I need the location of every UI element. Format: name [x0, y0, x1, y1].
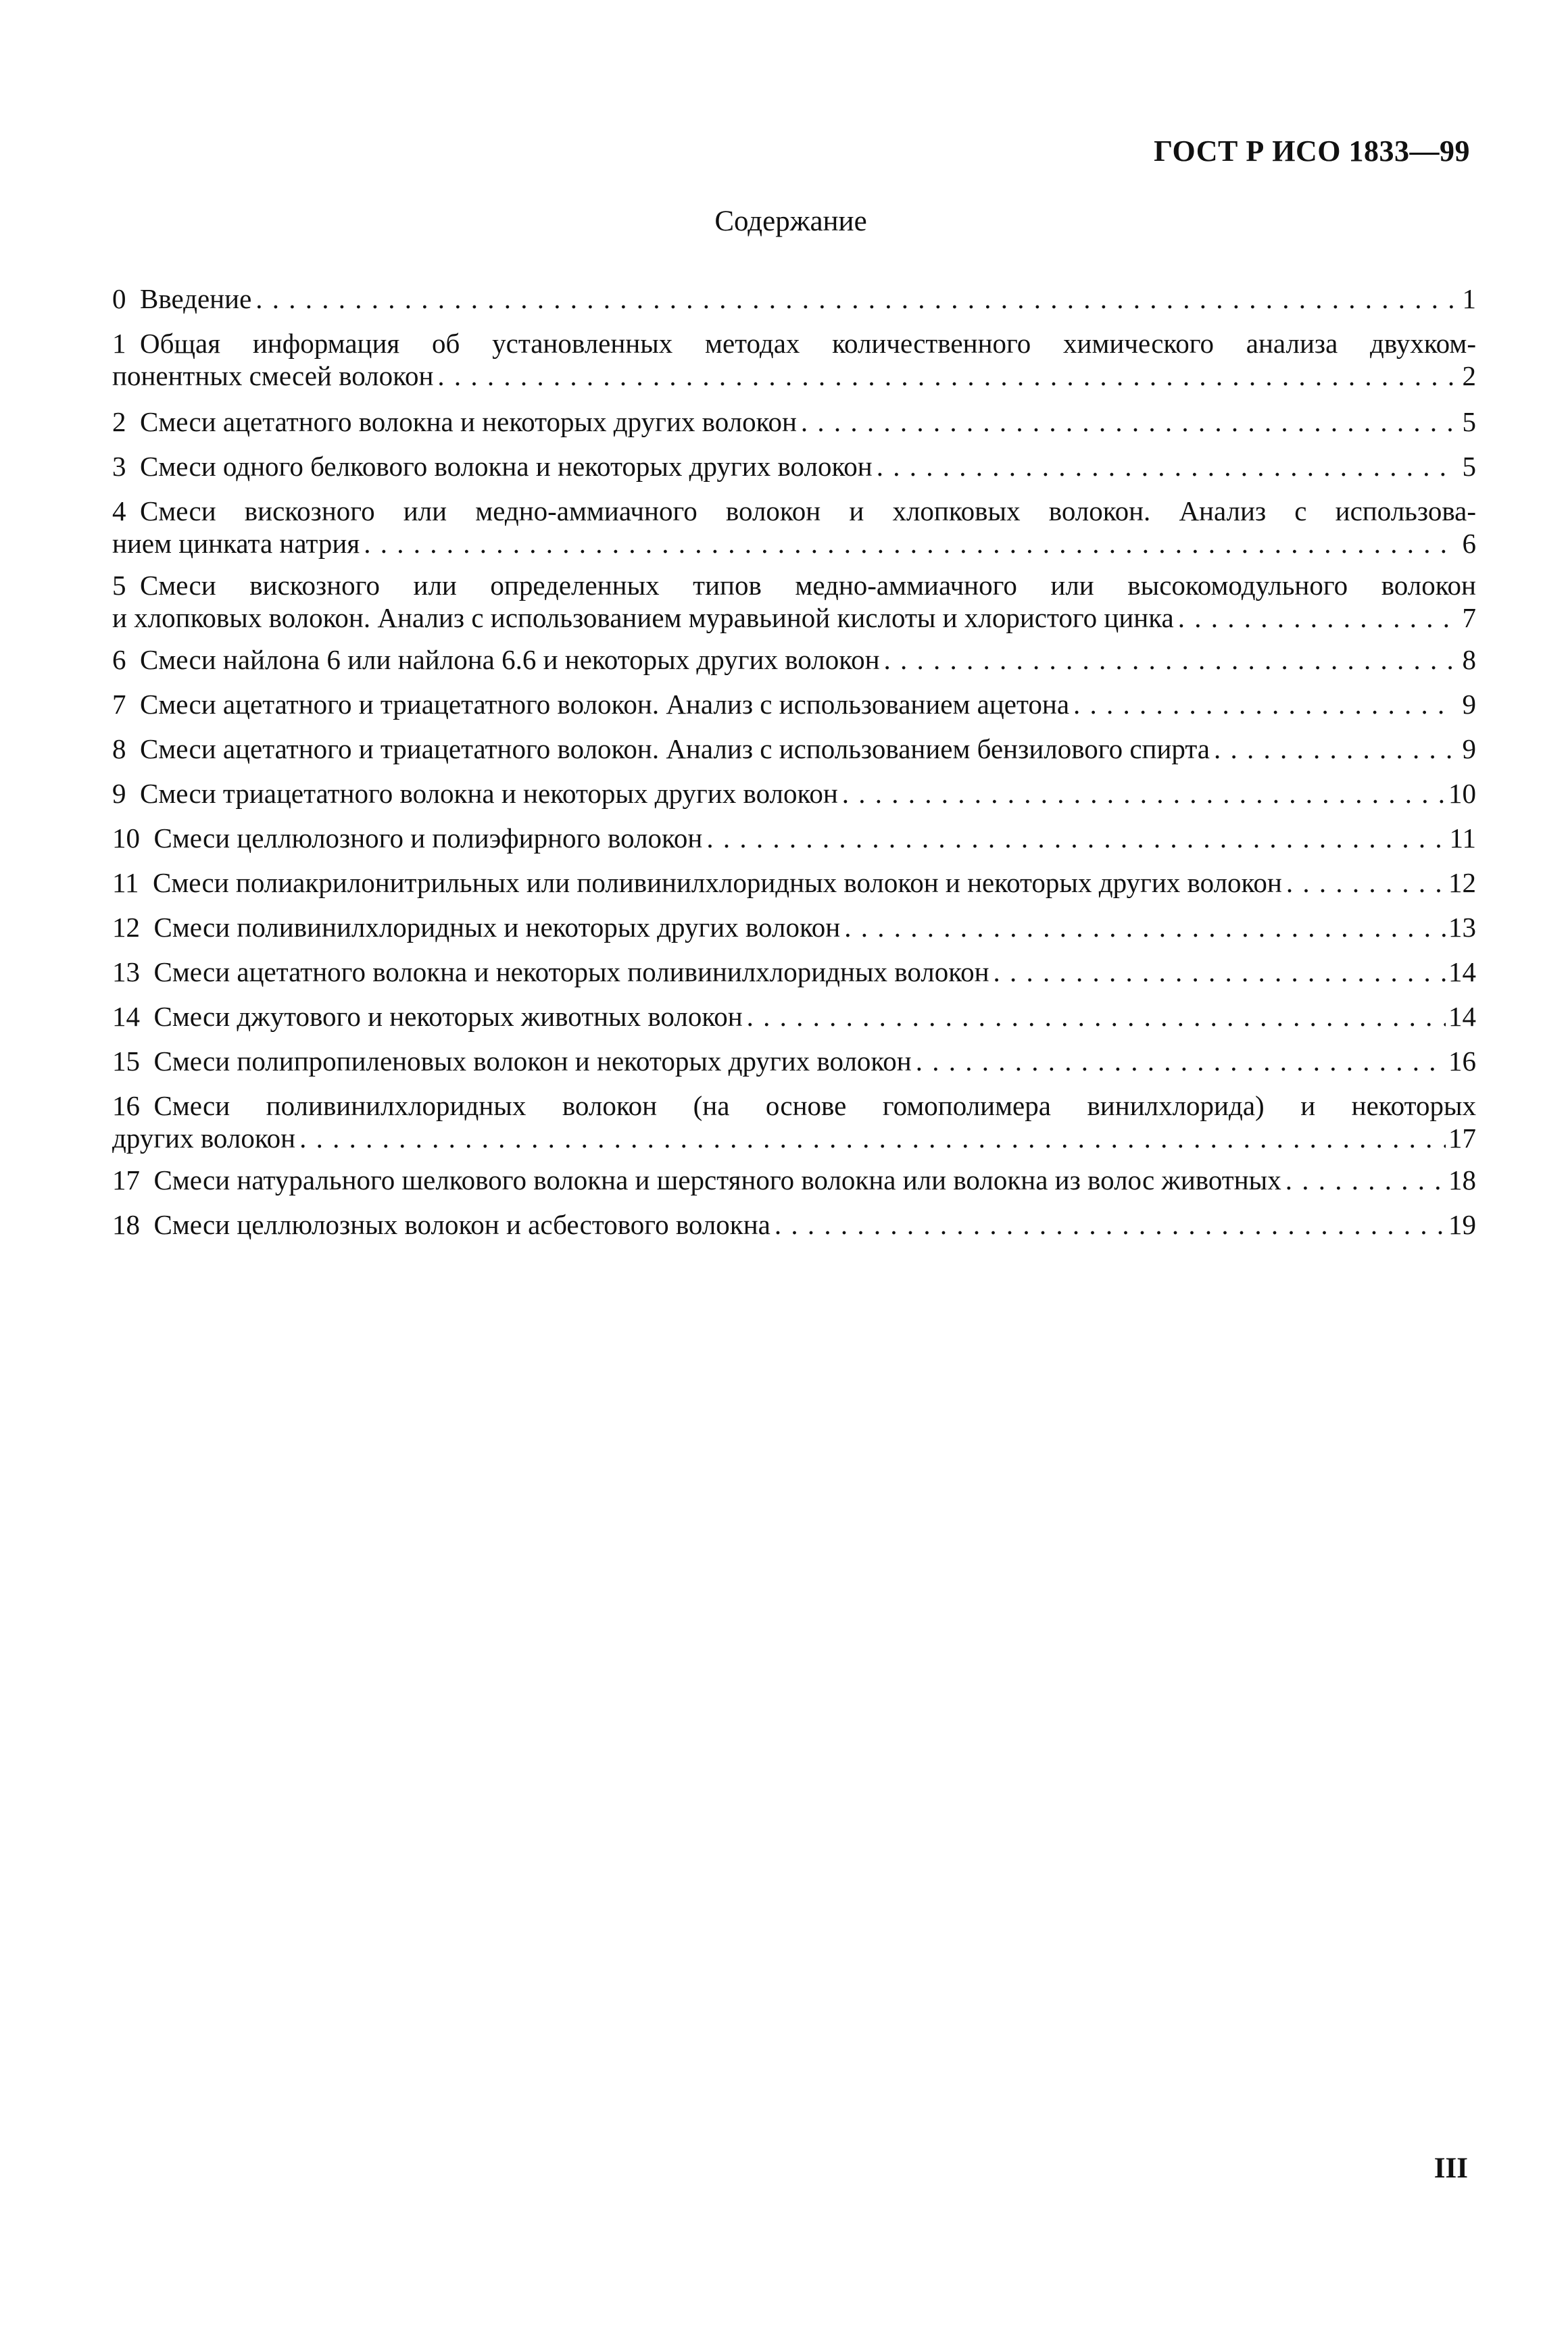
toc-entry-page: 14: [1448, 1001, 1476, 1032]
toc-entry[interactable]: [112, 495, 1476, 560]
toc-entry-page: 7: [1462, 602, 1476, 633]
toc-entry-number: 18: [112, 1209, 140, 1240]
toc-entry-title: [112, 956, 989, 988]
toc-entry-title-line: [112, 495, 1476, 527]
toc-entry[interactable]: [112, 911, 1476, 943]
toc-entry-page: 9: [1462, 733, 1476, 764]
toc-entry-title-text: Смеси триацетатного волокна и некоторых других волокон: [140, 778, 838, 809]
toc-entry[interactable]: [112, 822, 1476, 854]
toc-entry-page: 17: [1448, 1123, 1476, 1154]
toc-entry-title-text: Смеси джутового и некоторых животных волокон: [153, 1001, 743, 1032]
toc-entry-title-text: Введение: [140, 283, 252, 314]
toc-entry-page: 8: [1462, 644, 1476, 675]
toc-entry[interactable]: [112, 1089, 1476, 1154]
toc-entry-page: 18: [1448, 1164, 1476, 1196]
toc-entry-title: Общая информация об установленных методах количественного химического анализа двухком-: [140, 328, 1476, 359]
document-code: ГОСТ Р ИСО 1833—99: [1154, 134, 1470, 168]
toc-entry-title: и хлопковых волокон. Анализ с использованием муравьиной кислоты и хлористого цинка: [112, 602, 1174, 633]
toc-entry-title-text: Смеси натурального шелкового волокна и шерстяного волокна или волокна из волос животных: [153, 1164, 1281, 1196]
toc-entry-number: 7: [112, 689, 126, 720]
toc-entry-title-text: Смеси ацетатного волокна и некоторых других волокон: [140, 406, 797, 437]
toc-entry[interactable]: [112, 1164, 1476, 1196]
toc-entry-title: [112, 822, 702, 854]
toc-entry-page: 10: [1448, 778, 1476, 809]
leader-dots: [1285, 1164, 1446, 1196]
toc-title: Содержание: [714, 205, 867, 237]
toc-entry-page: 2: [1462, 360, 1476, 391]
toc-entry[interactable]: [112, 733, 1476, 765]
toc-entry-title-text: Смеси ацетатного и триацетатного волокон. Анализ с использованием бензилового спирта: [140, 733, 1210, 764]
toc-entry-title-line: [112, 327, 1476, 360]
toc-entry[interactable]: [112, 777, 1476, 810]
toc-entry-number: 17: [112, 1164, 140, 1196]
toc-entry-number: 4: [112, 495, 126, 526]
toc-entry-title: [112, 1045, 912, 1077]
toc-entry-title-text: Смеси ацетатного волокна и некоторых поливинилхлоридных волокон: [153, 956, 989, 987]
toc-entry-title: Смеси вискозного или определенных типов медно-аммиачного или высокомодульного волокон: [140, 570, 1476, 601]
toc-entry-page: 5: [1462, 451, 1476, 482]
toc-entry-title-text: Смеси целлюлозных волокон и асбестового волокна: [153, 1209, 770, 1240]
toc-entry[interactable]: [112, 688, 1476, 720]
toc-entry-title: [112, 688, 1069, 720]
leader-dots: [437, 360, 1453, 392]
page-number: III: [1434, 2152, 1468, 2184]
toc-entry-number: 13: [112, 956, 140, 987]
toc-entry-number: 3: [112, 451, 126, 482]
toc-entry-number: 0: [112, 283, 126, 314]
leader-dots: [844, 911, 1446, 943]
toc-entry-title: [112, 866, 1282, 899]
toc-entry-title: других волокон: [112, 1123, 296, 1154]
leader-dots: [1178, 601, 1453, 634]
toc-entry-number: 10: [112, 822, 140, 854]
toc-entry-title-text: Смеси полиакрилонитрильных или поливинилхлоридных волокон и некоторых других волокон: [152, 867, 1282, 898]
leader-dots: [1214, 733, 1453, 765]
toc-entry-page: 16: [1448, 1045, 1476, 1077]
toc-entry-number: 2: [112, 406, 126, 437]
toc-entry[interactable]: [112, 1208, 1476, 1241]
toc-entry-title: [112, 1000, 743, 1033]
toc-entry-title: [112, 643, 880, 676]
toc-entry-page: 12: [1448, 867, 1476, 898]
toc-entry-title: нием цинката натрия: [112, 528, 360, 559]
toc-entry-title: понентных смесей волокон: [112, 360, 434, 391]
toc-entry-title: Смеси поливинилхлоридных волокон (на основе гомополимера винилхлорида) и некоторых: [153, 1090, 1476, 1121]
toc-entry-number: 16: [112, 1090, 140, 1121]
toc-entry-number: 6: [112, 644, 126, 675]
toc-entry-title-text: Смеси полипропиленовых волокон и некоторых других волокон: [153, 1045, 912, 1077]
leader-dots: [775, 1208, 1446, 1241]
toc-entry-title: [112, 405, 797, 438]
leader-dots: [1286, 866, 1446, 899]
toc-entry[interactable]: [112, 956, 1476, 988]
leader-dots: [994, 956, 1446, 988]
toc-entry-title: [112, 1164, 1281, 1196]
toc-entry-title-line: [112, 1089, 1476, 1122]
toc-entry-page: 9: [1462, 689, 1476, 720]
leader-dots: [801, 405, 1453, 438]
toc-entry-title: Смеси вискозного или медно-аммиачного волокон и хлопковых волокон. Анализ с использова-: [140, 495, 1476, 526]
toc-entry-title: [112, 911, 840, 943]
toc-entry[interactable]: [112, 405, 1476, 438]
toc-entry-title-text: Смеси целлюлозного и полиэфирного волокон: [153, 822, 703, 854]
toc-entry-page: 14: [1448, 956, 1476, 987]
table-of-contents: [112, 282, 1476, 1241]
leader-dots: [916, 1045, 1446, 1077]
toc-entry-page: 11: [1449, 822, 1476, 854]
toc-entry-title: [112, 1208, 770, 1241]
leader-dots: [877, 450, 1453, 483]
toc-entry-title: [112, 777, 838, 810]
leader-dots: [706, 822, 1446, 854]
toc-entry-number: 9: [112, 778, 126, 809]
toc-entry-title-text: Смеси поливинилхлоридных и некоторых других волокон: [153, 912, 841, 943]
toc-entry-number: 11: [112, 867, 139, 898]
toc-entry-title-text: Смеси одного белкового волокна и некоторых других волокон: [140, 451, 873, 482]
leader-dots: [299, 1122, 1446, 1154]
toc-entry[interactable]: [112, 866, 1476, 899]
toc-entry[interactable]: [112, 1000, 1476, 1033]
toc-entry-page: 5: [1462, 406, 1476, 437]
toc-entry[interactable]: [112, 327, 1476, 392]
toc-entry-title-line: [112, 569, 1476, 601]
leader-dots: [255, 282, 1453, 315]
leader-dots: [842, 777, 1446, 810]
toc-entry-title: [112, 450, 873, 483]
leader-dots: [1073, 688, 1453, 720]
toc-entry[interactable]: [112, 643, 1476, 676]
toc-entry-number: 14: [112, 1001, 140, 1032]
toc-entry-number: 12: [112, 912, 140, 943]
toc-entry[interactable]: [112, 282, 1476, 315]
toc-entry-number: 15: [112, 1045, 140, 1077]
toc-entry[interactable]: [112, 450, 1476, 483]
toc-entry-page: 6: [1462, 528, 1476, 559]
toc-entry-number: 1: [112, 328, 126, 359]
toc-entry-page: 13: [1448, 912, 1476, 943]
toc-entry-page: 1: [1462, 283, 1476, 314]
toc-entry-page: 19: [1448, 1209, 1476, 1240]
toc-entry-number: 8: [112, 733, 126, 764]
toc-entry-title-text: Смеси ацетатного и триацетатного волокон. Анализ с использованием ацетона: [140, 689, 1070, 720]
leader-dots: [747, 1000, 1446, 1033]
toc-entry[interactable]: [112, 569, 1476, 634]
toc-entry-title: [112, 282, 251, 315]
leader-dots: [884, 643, 1453, 676]
toc-entry-title-text: Смеси найлона 6 или найлона 6.6 и некоторых других волокон: [140, 644, 880, 675]
toc-entry-number: 5: [112, 570, 126, 601]
toc-entry-title: [112, 733, 1210, 765]
toc-entry[interactable]: [112, 1045, 1476, 1077]
leader-dots: [364, 527, 1453, 560]
